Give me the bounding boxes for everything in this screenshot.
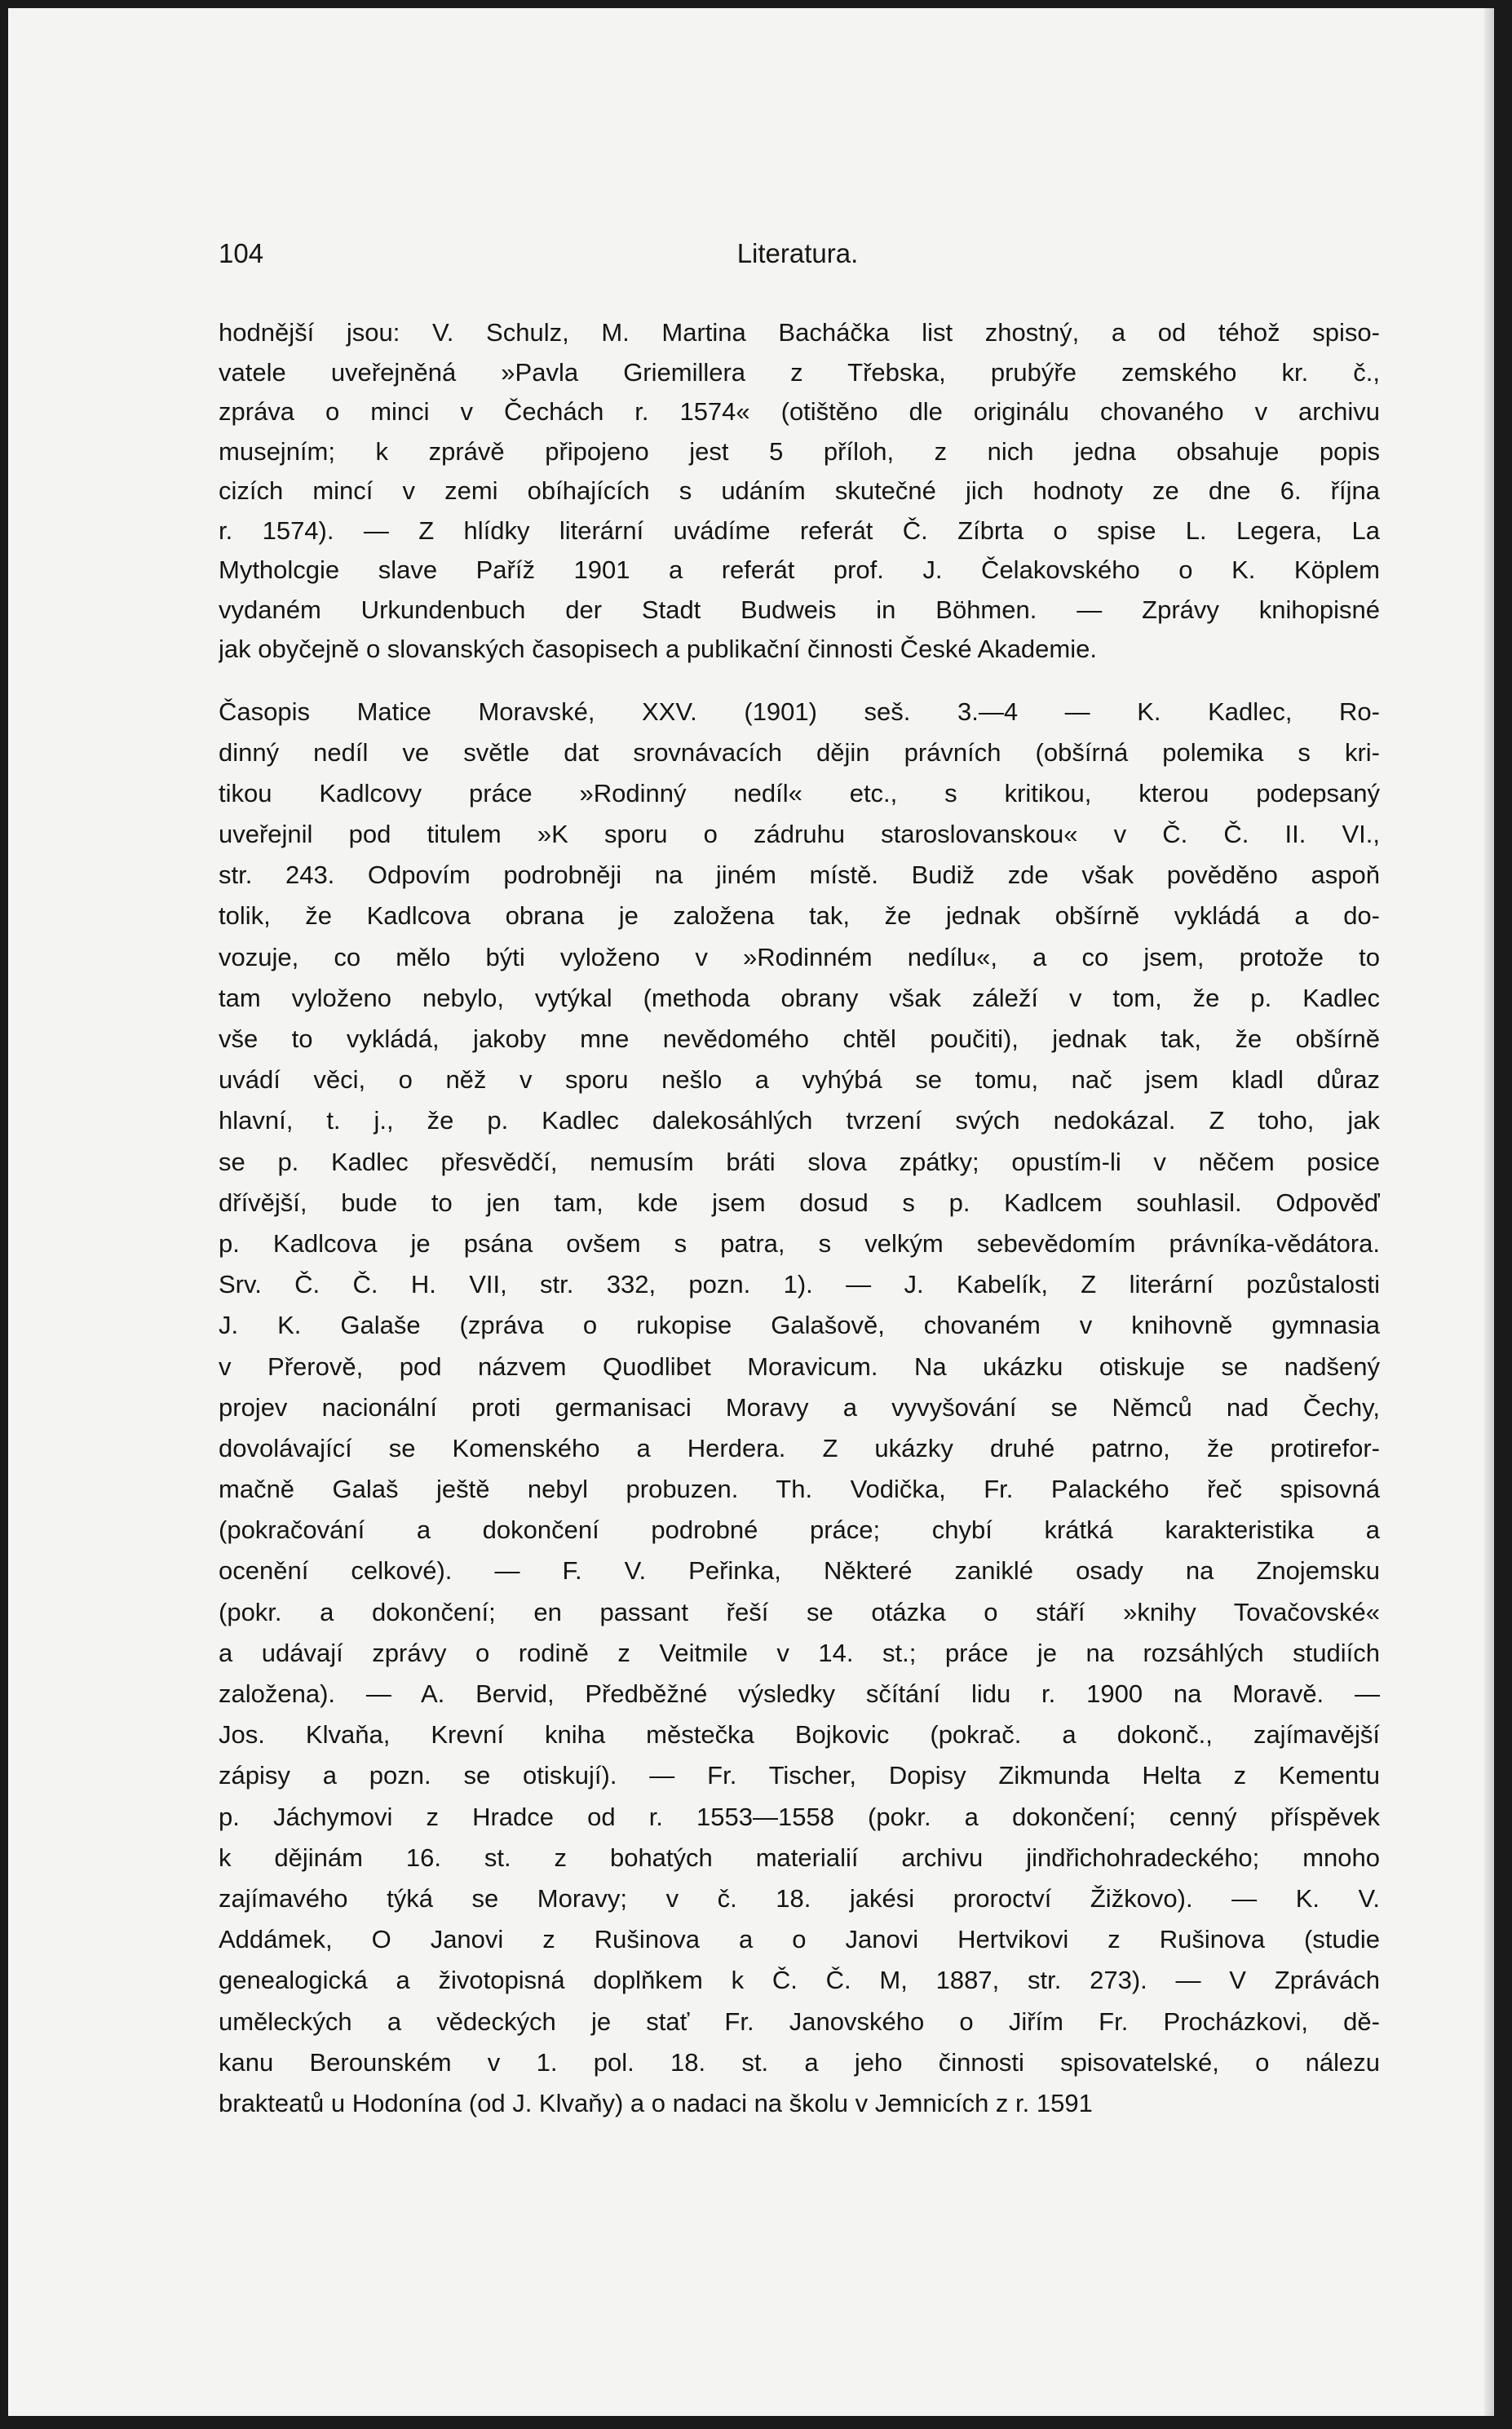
text-line: uveřejnil pod titulem »K sporu o zádruhu staroslovanskou« v Č. Č. II. VI., [219,820,1380,849]
text-line: tolik, že Kadlcova obrana je založena tak, že jednak obšírně vykládá a do- [219,901,1380,931]
text-line: zajímavého týká se Moravy; v č. 18. jakési proroctví Žižkovo). — K. V. [219,1883,1380,1913]
text-line: kanu Berounském v 1. pol. 18. st. a jeho činnosti spisovatelské, o nálezu [219,2047,1380,2077]
text-line: založena). — A. Bervid, Předběžné výsledky sčítání lidu r. 1900 na Moravě. — [219,1679,1380,1708]
paragraph-gap [219,670,1380,692]
page-edge-shadow [1484,8,1494,2416]
text-line: p. Kadlcova je psána ovšem s patra, s velkým sebevědomím právníka-vědátora. [219,1228,1380,1258]
text-line: p. Jáchymovi z Hradce od r. 1553—1558 (pokr. a dokončení; cenný příspěvek [219,1802,1380,1831]
body-text [219,313,1380,2124]
text-line: Jos. Klvaňa, Krevní kniha městečka Bojkovic (pokrač. a dokonč., zajímavější [219,1720,1380,1750]
text-line: uvádí věci, o něž v sporu nešlo a vyhýbá se tomu, nač jsem kladl důraz [219,1065,1380,1095]
text-line: genealogická a životopisná doplňkem k Č. Č. M, 1887, str. 273). — V Zprávách [219,1966,1380,1995]
running-title: Literatura. [736,238,859,268]
text-line: vozuje, co mělo býti vyloženo v »Rodinném nedílu«, a co jsem, protože to [219,942,1380,971]
page-header [219,238,1377,279]
text-line: Addámek, O Janovi z Rušinova a o Janovi Hertvikovi z Rušinova (studie [219,1925,1380,1954]
text-line: mačně Galaš ještě nebyl probuzen. Th. Vodička, Fr. Palackého řeč spisovná [219,1475,1380,1504]
text-line: vydaném Urkundenbuch der Stadt Budweis in Böhmen. — Zprávy knihopisné [219,595,1380,624]
text-line: r. 1574). — Z hlídky literární uvádíme referát Č. Zíbrta o spise L. Legera, La [219,515,1380,545]
paragraph-2 [219,692,1380,2125]
text-line: Mytholcgie slave Paříž 1901 a referát prof. J. Čelakovského o K. Köplem [219,555,1380,584]
text-line: zpráva o minci v Čechách r. 1574« (otištěno dle originálu chovaného v archivu [219,397,1380,426]
text-line: Časopis Matice Moravské, XXV. (1901) seš. 3.—4 — K. Kadlec, Ro- [219,697,1380,726]
text-line: dinný nedíl ve světle dat srovnávacích dějin právních (obšírná polemika s kri- [219,737,1380,767]
text-line: musejním; k zprávě připojeno jest 5 příloh, z nich jedna obsahuje popis [219,436,1380,466]
text-line: a udávají zprávy o rodině z Veitmile v 14. st.; práce je na rozsáhlých studiích [219,1638,1380,1667]
text-line: zápisy a pozn. se otiskují). — Fr. Tischer, Dopisy Zikmunda Helta z Kementu [219,1761,1380,1790]
text-line: ocenění celkové). — F. V. Peřinka, Některé zaniklé osady na Znojemsku [219,1556,1380,1586]
text-line: projev nacionální proti germanisaci Moravy a vyvyšování se Němců nad Čechy, [219,1392,1380,1422]
text-line: (pokr. a dokončení; en passant řeší se otázka o stáří »knihy Tovačovské« [219,1597,1380,1626]
text-line: (pokračování a dokončení podrobné práce; chybí krátká karakteristika a [219,1515,1380,1545]
text-line: vatele uveřejněná »Pavla Griemillera z Třebska, prubýře zemského kr. č., [219,357,1380,387]
page-number: 104 [219,238,264,268]
text-line: dřívější, bude to jen tam, kde jsem dosud s p. Kadlcem souhlasil. Odpověď [219,1188,1380,1217]
text-line: jak obyčejně o slovanských časopisech a publikační činnosti České Akademie. [219,635,1097,663]
paragraph-1 [219,313,1380,670]
text-line: J. K. Galaše (zpráva o rukopise Galašově, chovaném v knihovně gymnasia [219,1311,1380,1340]
text-line: vše to vykládá, jakoby mne nevědomého chtěl poučiti), jednak tak, že obšírně [219,1024,1380,1053]
text-line: str. 243. Odpovím podrobněji na jiném místě. Budiž zde však pověděno aspoň [219,861,1380,890]
text-line: hodnější jsou: V. Schulz, M. Martina Bacháčka list zhostný, a od téhož spiso- [219,318,1380,347]
text-line: tikou Kadlcovy práce »Rodinný nedíl« etc., s kritikou, kterou podepsaný [219,778,1380,807]
text-line: Srv. Č. Č. H. VII, str. 332, pozn. 1). — J. Kabelík, Z literární pozůstalosti [219,1270,1380,1299]
text-line: dovolávající se Komenského a Herdera. Z ukázky druhé patrno, že protirefor- [219,1433,1380,1462]
text-line: k dějinám 16. st. z bohatých materialií archivu jindřichohradeckého; mnoho [219,1843,1380,1872]
scanned-page [8,8,1494,2416]
text-line: cizích mincí v zemi obíhajících s udáním skutečné jich hodnoty ze dne 6. října [219,476,1380,505]
text-line: brakteatů u Hodonína (od J. Klvaňy) a o nadaci na školu v Jemnicích z r. 1591 [219,2088,1093,2117]
text-line: tam vyloženo nebylo, vytýkal (methoda obrany však záleží v tom, že p. Kadlec [219,983,1380,1012]
text-line: hlavní, t. j., že p. Kadlec dalekosáhlých tvrzení svých nedokázal. Z toho, jak [219,1106,1380,1135]
text-line: uměleckých a vědeckých je stať Fr. Janovského o Jiřím Fr. Procházkovi, dě- [219,2006,1380,2036]
text-line: se p. Kadlec přesvědčí, nemusím bráti slova zpátky; opustím-li v něčem posice [219,1147,1380,1176]
text-line: v Přerově, pod názvem Quodlibet Moravicum. Na ukázku otiskuje se nadšený [219,1352,1380,1381]
